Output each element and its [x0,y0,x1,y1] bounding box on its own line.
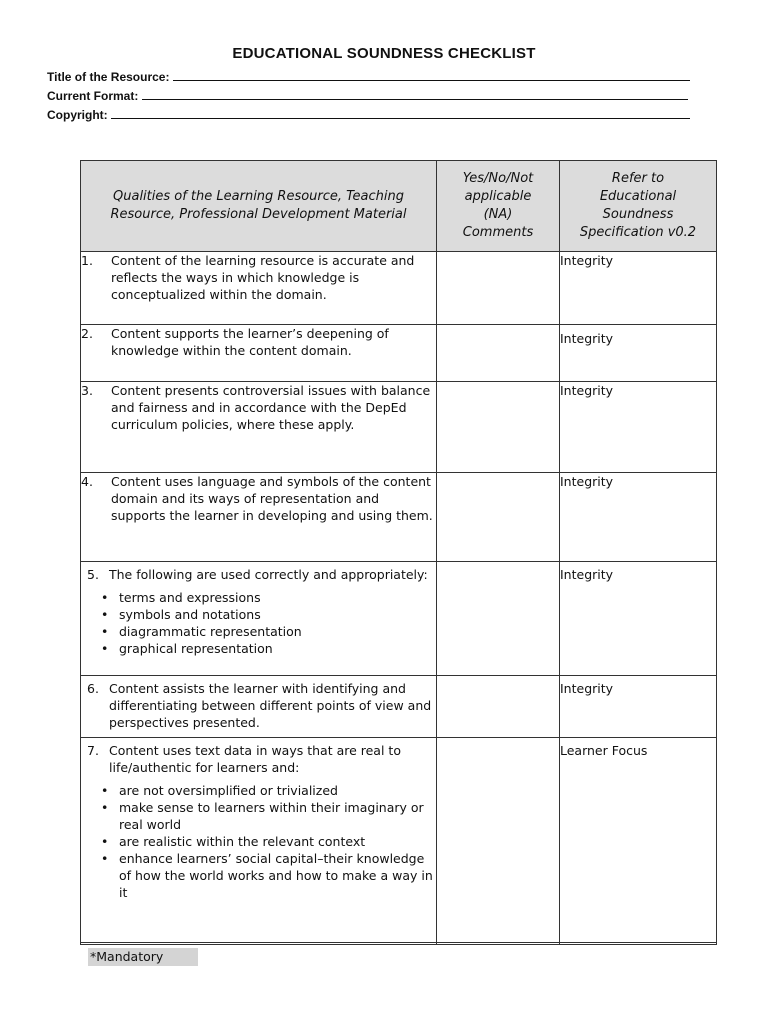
criterion-cell [81,562,437,676]
reference-cell: Integrity [560,676,717,738]
criterion-text: The following are used correctly and appropriately: [109,567,428,582]
criterion-text: Content of the learning resource is accurate and reflects the ways in which knowledge is conceptualized within the domain. [111,253,415,302]
reference-cell: Integrity [560,382,717,473]
header-yes-no-na: Yes/No/Not applicable (NA) Comments [437,161,560,252]
criterion-text: Content presents controversial issues with balance and fairness and in accordance with the DepEd curriculum policies, where these apply. [111,383,431,432]
reference-cell: Integrity [560,252,717,325]
criterion-text: Content supports the learner’s deepening of knowledge within the content domain. [111,326,389,358]
divider [80,942,716,943]
criterion-number: 5. [87,567,99,582]
table-row [81,252,717,325]
fill-line [142,88,688,100]
field-label: Current Format: [47,89,139,103]
checklist-table [80,160,717,945]
criterion-number: 1. [81,253,93,268]
criterion-number: 6. [87,681,99,696]
table-row [81,473,717,562]
bullet-item: • symbols and notations [101,606,436,623]
field-copyright [47,107,690,122]
criterion-text: Content assists the learner with identifying and differentiating between different points of view and perspectives presented. [109,681,432,730]
mandatory-note: *Mandatory [88,948,198,966]
bullet-item: • make sense to learners within their imaginary or real world [101,799,436,833]
criterion-cell [81,382,437,473]
response-cell[interactable] [437,252,560,325]
criterion-cell [81,676,437,738]
header-refer-to: Refer to Educational Soundness Specification v0.2 [560,161,717,252]
fill-line [111,107,690,119]
fill-line [173,69,690,81]
criterion-number: 3. [81,383,93,398]
criterion-cell [81,325,437,382]
table-row [81,325,717,382]
field-current-format [47,88,688,103]
response-cell[interactable] [437,325,560,382]
field-title-of-resource [47,69,690,84]
response-cell[interactable] [437,382,560,473]
response-cell[interactable] [437,676,560,738]
criterion-cell [81,473,437,562]
criterion-text: Content uses text data in ways that are real to life/authentic for learners and: [109,743,401,775]
response-cell[interactable] [437,473,560,562]
bullet-item: • are not oversimplified or trivialized [101,782,436,799]
criterion-text: Content uses language and symbols of the content domain and its ways of representation and supports the learner in developing and using them. [111,474,433,523]
bullet-item: • are realistic within the relevant context [101,833,436,850]
response-cell[interactable] [437,562,560,676]
table-header-row [81,161,717,252]
criterion-number: 2. [81,326,93,341]
bullet-item: • diagrammatic representation [101,623,436,640]
field-label: Title of the Resource: [47,70,170,84]
reference-cell: Integrity [560,562,717,676]
bullet-item: • terms and expressions [101,589,436,606]
criterion-cell [81,738,437,945]
criterion-number: 4. [81,474,93,489]
reference-cell: Integrity [560,473,717,562]
table-row [81,562,717,676]
bullet-item: • graphical representation [101,640,436,657]
response-cell[interactable] [437,738,560,945]
criterion-cell [81,252,437,325]
document-title: EDUCATIONAL SOUNDNESS CHECKLIST [232,45,536,62]
bullet-list [81,782,436,901]
criterion-number: 7. [87,743,99,758]
bullet-item: • enhance learners’ social capital–their knowledge of how the world works and how to make a way in it [101,850,436,901]
table-row [81,382,717,473]
bullet-list [81,589,436,657]
field-label: Copyright: [47,108,108,122]
table-row [81,738,717,945]
header-qualities: Qualities of the Learning Resource, Teaching Resource, Professional Development Material [81,161,437,252]
reference-cell: Learner Focus [560,738,717,945]
reference-cell: Integrity [560,325,717,382]
table-row [81,676,717,738]
